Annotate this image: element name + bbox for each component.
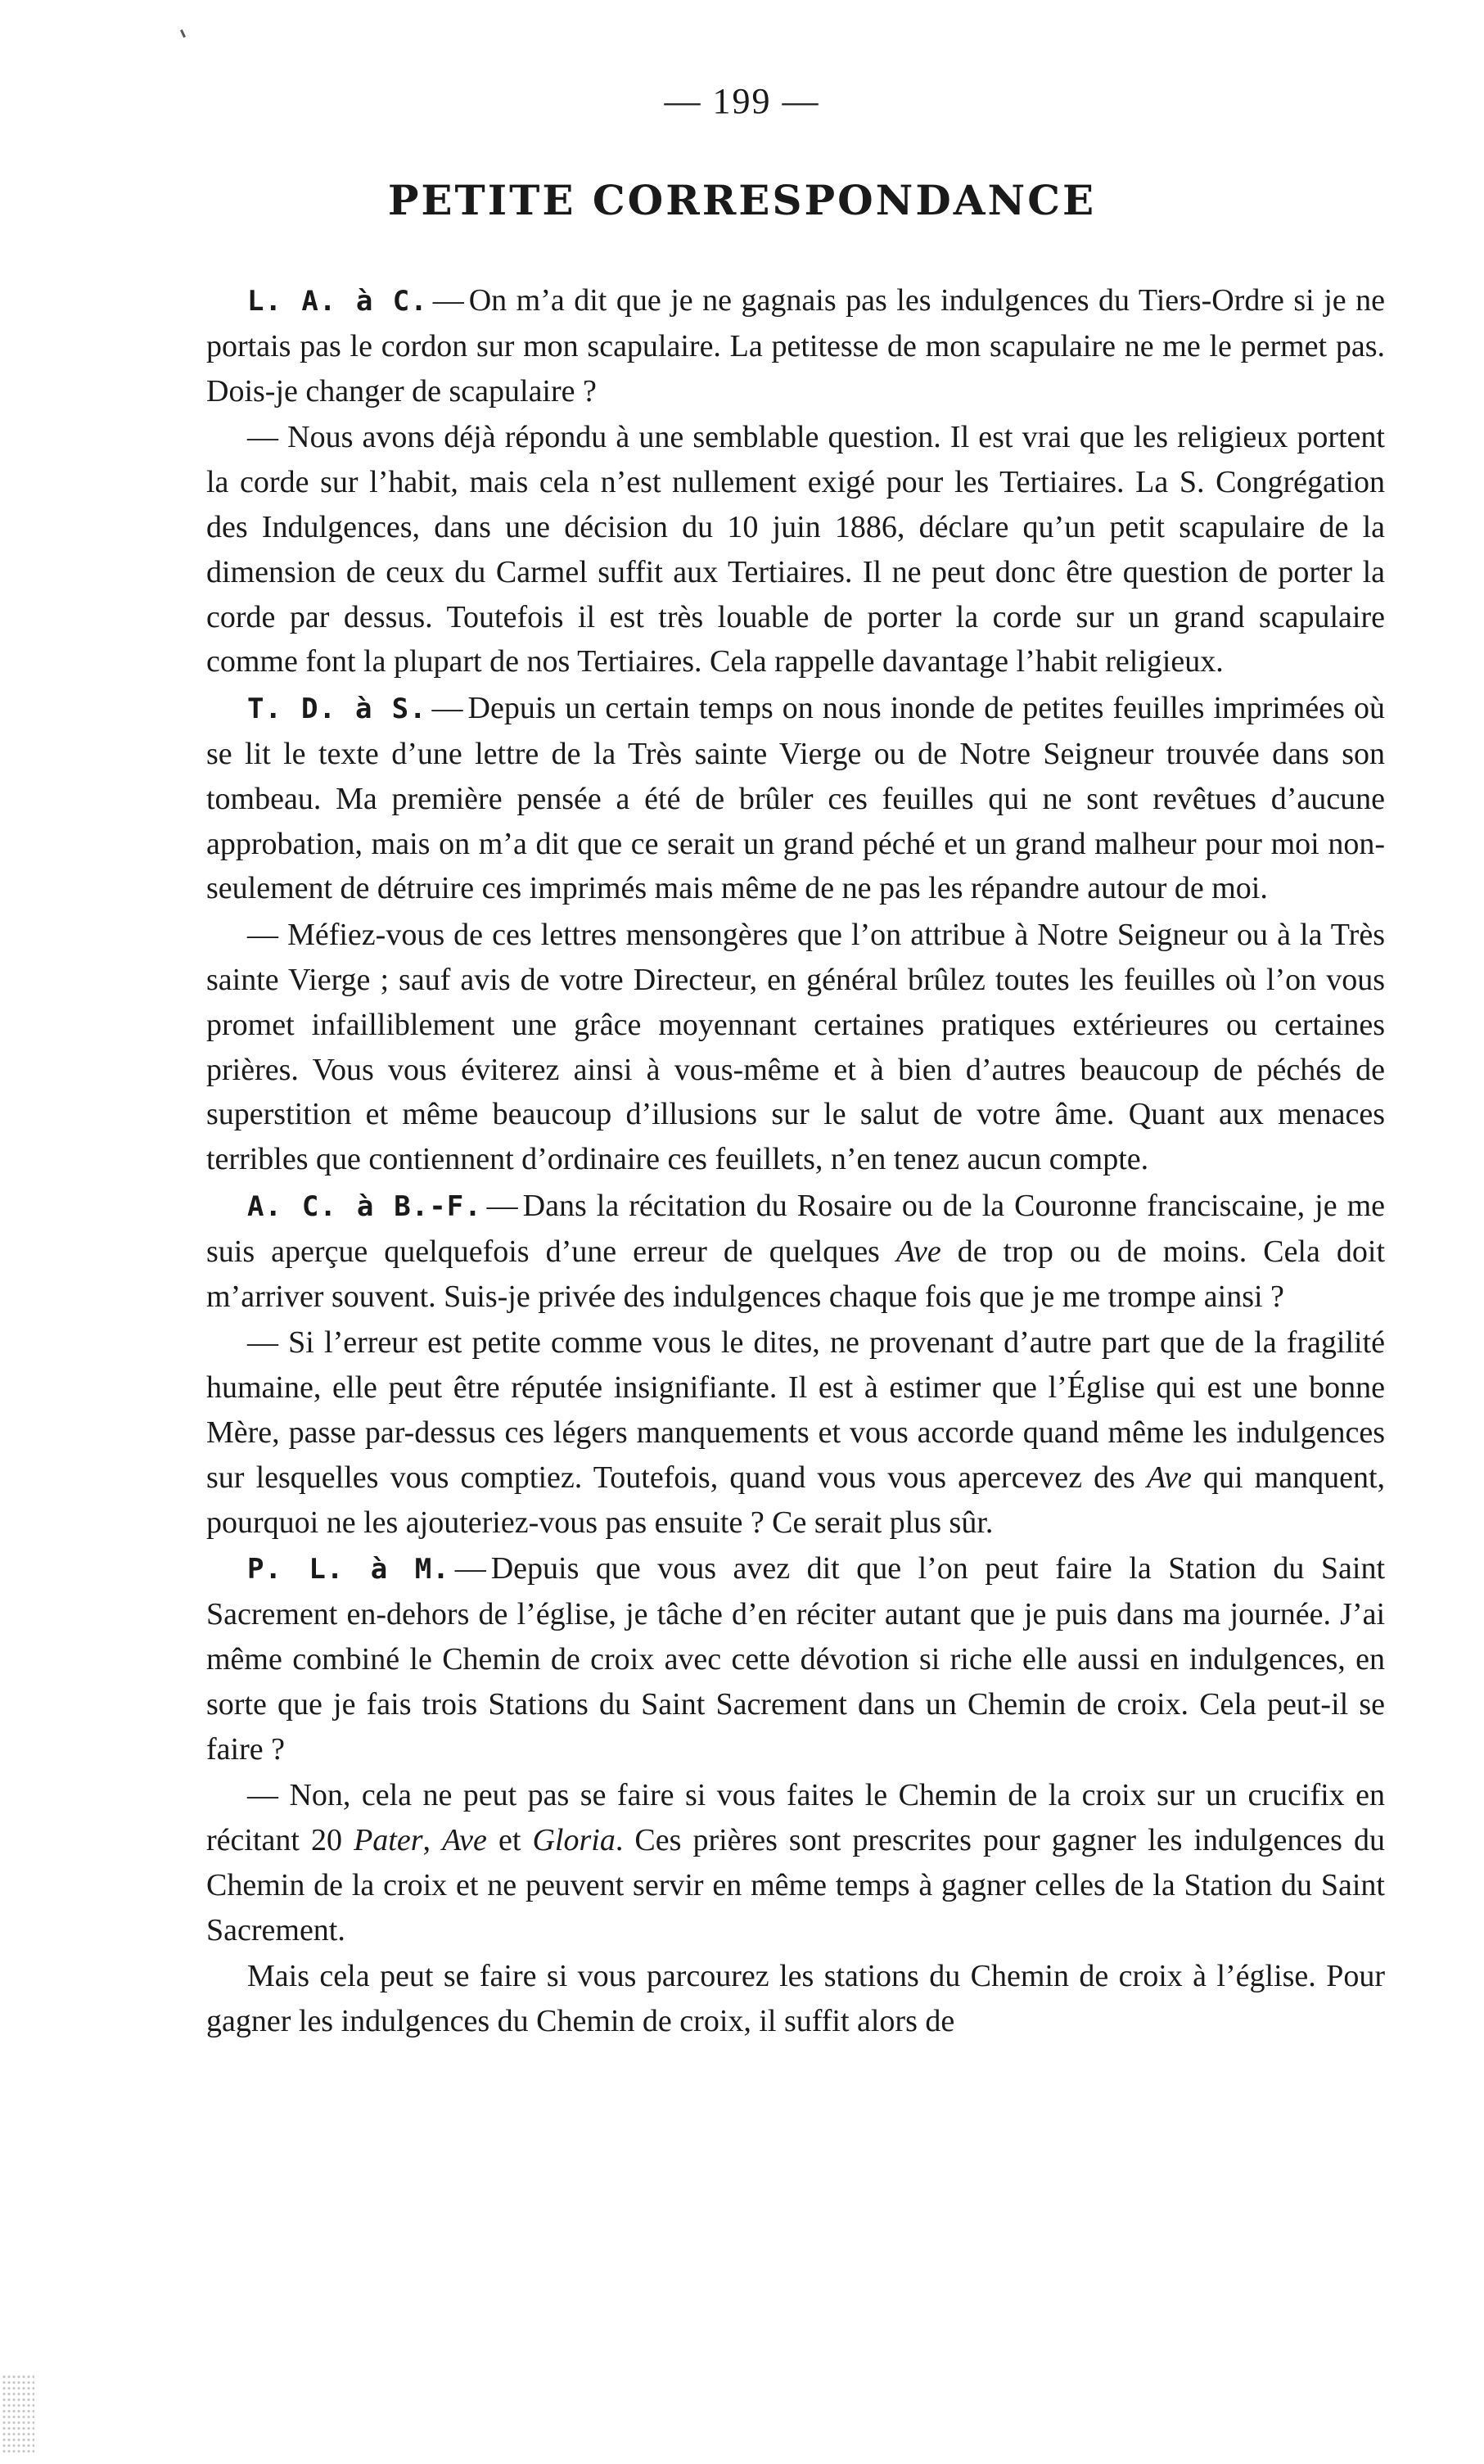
scan-mark bbox=[180, 29, 186, 38]
pater-word: Pater bbox=[354, 1823, 423, 1858]
ave-word: Ave bbox=[895, 1234, 941, 1269]
entry-dash: — bbox=[486, 1188, 518, 1223]
answer-text: — Si l’erreur est petite comme vous le dites, ne provenant d’autre part que de la fragilité humaine, elle peut être réputée insignifiante. Il est à estimer que l’Église qui est une bonne Mère, passe par-dessus ces légers manquements et vous accorde quand même les indulgences sur lesquelles vous comptiez. Toutefois, quand vous vous apercevez des bbox=[206, 1325, 1385, 1495]
entry-dash: — bbox=[454, 1551, 486, 1586]
answer-text: . Ces prières sont prescrites pour gagner les indulgences du Chemin de la croix et ne peuvent servir en même temps à gagner celles de la Station du Saint Sacrement. bbox=[206, 1823, 1385, 1947]
question-text: Depuis un certain temps on nous inonde de petites feuilles imprimées où se lit le texte d’une lettre de la Très sainte Vierge ou de Notre Seigneur trouvée dans son tombeau. Ma première pensée a été de brûler ces feuilles qui ne sont revêtues d’aucune approbation, mais on m’a dit que ce serait un grand péché et un grand malheur pour moi non-seulement de détruire ces imprimés mais même de ne pas les répandre autour de moi. bbox=[206, 691, 1385, 906]
entry-initials: P. L. à M. bbox=[247, 1553, 450, 1586]
answer-text: et bbox=[486, 1823, 533, 1858]
entry-answer: — Méfiez-vous de ces lettres mensongères que l’on attribue à Notre Seigneur ou à la Très sainte Vierge ; sauf avis de votre Directeur, en général brûlez toutes les feuilles où l’on vous promet infailliblement une grâce moyennant certaines pratiques extérieures ou certaines prières. Vous vous éviterez ainsi à vous-même et à bien d’autres beaucoup de péchés de superstition et même beaucoup d’illusions sur le salut de votre âme. Quant aux menaces terribles que contiennent d’ordinaire ces feuillets, n’en tenez aucun compte. bbox=[206, 918, 1385, 1177]
entry-initials: A. C. à B.-F. bbox=[247, 1189, 482, 1223]
entry-answer: — Nous avons déjà répondu à une semblable question. Il est vrai que les religieux portent la corde sur l’habit, mais cela n’est nullement exigé pour les Tertiaires. La S. Congrégation des Indulgences, dans une décision du 10 juin 1886, déclare qu’un petit scapulaire de la dimension de ceux du Carmel suffit aux Tertiaires. Il ne peut donc être question de porter la corde par dessus. Toutefois il est très louable de porter la corde sur un grand scapulaire comme font la plupart de nos Tertiaires. Cela rappelle davantage l’habit religieux. bbox=[206, 420, 1385, 679]
page-number: — 199 — bbox=[664, 81, 820, 121]
ave-word: Ave bbox=[1146, 1460, 1192, 1495]
entry-question bbox=[206, 278, 1385, 413]
entry-question bbox=[206, 1184, 1385, 1319]
entry-question bbox=[206, 686, 1385, 911]
entry-answer bbox=[206, 1320, 1385, 1545]
answer-text: , bbox=[422, 1823, 443, 1858]
entry-answer bbox=[206, 1773, 1385, 1952]
answer-continuation: Mais cela peut se faire si vous parcourez les stations du Chemin de croix à l’église. Pour gagner les indulgences du Chemin de croix, il suffit alors de bbox=[206, 1959, 1385, 2039]
page-title: PETITE CORRESPONDANCE bbox=[387, 176, 1097, 224]
scan-noise bbox=[2, 2374, 34, 2456]
entry-question bbox=[206, 1546, 1385, 1771]
question-text: de trop ou de moins. Cela doit m’arriver souvent. Suis-je privée des indulgences chaque fois que je me trompe ainsi ? bbox=[206, 1234, 1385, 1314]
gloria-word: Gloria bbox=[532, 1823, 616, 1858]
question-text: On m’a dit que je ne gagnais pas les indulgences du Tiers-Ordre si je ne portais pas le cordon sur mon scapulaire. La petitesse de mon scapulaire ne me le permet pas. Dois-je changer de scapulaire ? bbox=[206, 283, 1385, 408]
question-text: Dans la récitation du Rosaire ou de la Couronne franciscaine, je me suis aperçue quelquefois d’une erreur de quelques bbox=[206, 1188, 1385, 1269]
ave-word: Ave bbox=[442, 1823, 487, 1858]
entry-initials: L. A. à C. bbox=[247, 285, 428, 318]
correspondence-body bbox=[206, 278, 1385, 2046]
answer-text: — Non, cela ne peut pas se faire si vous faites le Chemin de la croix sur un crucifix en récitant 20 bbox=[206, 1778, 1385, 1858]
entry-dash: — bbox=[431, 691, 463, 726]
entry-initials: T. D. à S. bbox=[247, 693, 427, 726]
question-text: Depuis que vous avez dit que l’on peut faire la Station du Saint Sacrement en-dehors de l’église, je tâche d’en réciter autant que je puis dans ma journée. J’ai même combiné le Chemin de croix avec cette dévotion si riche elle aussi en indulgences, en sorte que je fais trois Stations du Saint Sacrement dans un Chemin de croix. Cela peut-il se faire ? bbox=[206, 1551, 1386, 1767]
entry-dash: — bbox=[432, 283, 464, 318]
answer-text: qui manquent, pourquoi ne les ajouteriez-vous pas ensuite ? Ce serait plus sûr. bbox=[206, 1460, 1386, 1540]
